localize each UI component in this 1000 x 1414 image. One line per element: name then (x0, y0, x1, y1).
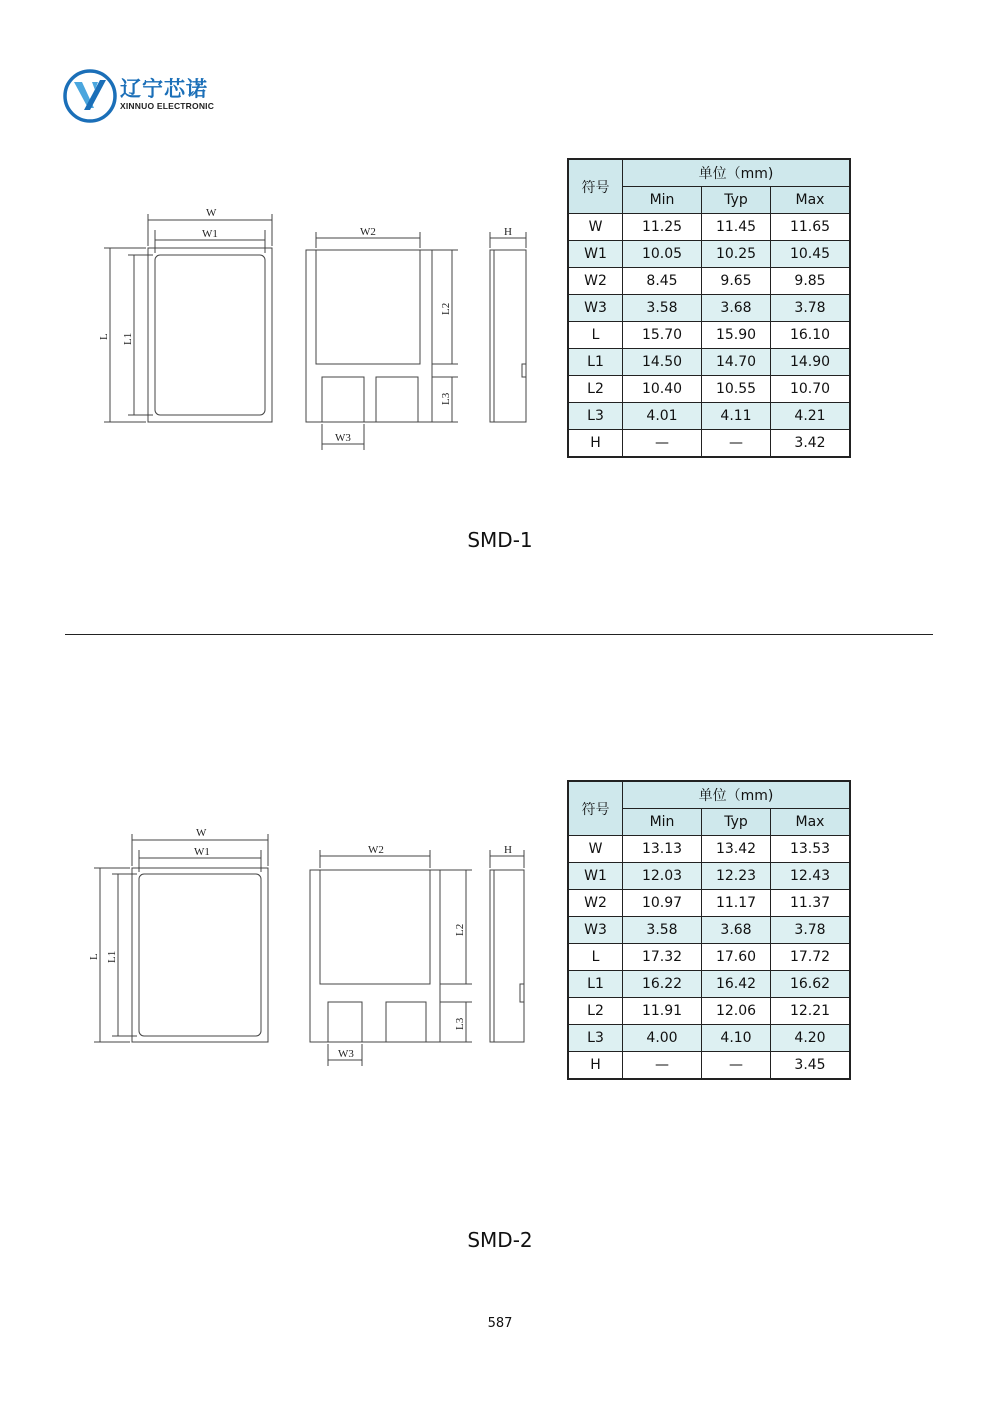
cell-max: 12.21 (771, 998, 851, 1025)
cell-max: 3.45 (771, 1052, 851, 1080)
header-symbol: 符号 (568, 159, 623, 214)
table-row (568, 890, 850, 917)
table-row (568, 349, 850, 376)
cell-max: 10.45 (771, 241, 851, 268)
cell-symbol: W (568, 836, 623, 863)
cell-max: 4.21 (771, 403, 851, 430)
dim-label-l1: L1 (122, 332, 134, 345)
smd1-window-outline (155, 255, 265, 415)
smd1-pad-left (322, 377, 364, 422)
table-row (568, 998, 850, 1025)
header-unit: 单位（mm) (623, 781, 851, 809)
smd2-large-pad (320, 870, 430, 984)
smd1-dimension-table (567, 158, 851, 458)
smd2-pad-right (386, 1002, 426, 1042)
dim-label-l2: L2 (440, 302, 452, 315)
cell-max: 10.70 (771, 376, 851, 403)
cell-min: 11.25 (623, 214, 702, 241)
table-row (568, 295, 850, 322)
cell-max: 12.43 (771, 863, 851, 890)
smd1-outline-drawing (90, 200, 550, 460)
header-min: Min (623, 187, 702, 214)
cell-max: 11.37 (771, 890, 851, 917)
cell-symbol: W (568, 214, 623, 241)
cell-min: 4.01 (623, 403, 702, 430)
cell-symbol: L (568, 944, 623, 971)
table-row (568, 430, 850, 458)
table-row (568, 214, 850, 241)
header-unit: 单位（mm) (623, 159, 851, 187)
cell-typ: 15.90 (702, 322, 771, 349)
cell-min: 10.97 (623, 890, 702, 917)
cell-typ: 10.55 (702, 376, 771, 403)
dim-label-l3: L3 (440, 392, 452, 405)
cell-typ: 14.70 (702, 349, 771, 376)
table-row (568, 268, 850, 295)
dim-label-w: W (196, 827, 207, 839)
dim-label-l3: L3 (454, 1017, 466, 1030)
smd2-body-outline (132, 868, 268, 1042)
cell-symbol: W3 (568, 295, 623, 322)
cell-max: 16.62 (771, 971, 851, 998)
cell-typ: 4.11 (702, 403, 771, 430)
dim-label-l: L (88, 953, 100, 960)
table-row (568, 322, 850, 349)
cell-symbol: W1 (568, 863, 623, 890)
cell-typ: 3.68 (702, 917, 771, 944)
header-max: Max (771, 187, 851, 214)
cell-max: 3.78 (771, 917, 851, 944)
cell-symbol: L1 (568, 971, 623, 998)
company-logo (62, 68, 262, 124)
cell-typ: 13.42 (702, 836, 771, 863)
dim-label-w3: W3 (338, 1048, 354, 1060)
cell-symbol: L1 (568, 349, 623, 376)
cell-typ: 3.68 (702, 295, 771, 322)
cell-max: 11.65 (771, 214, 851, 241)
xinnuo-logo-icon (62, 68, 118, 124)
table-row (568, 403, 850, 430)
cell-min: 13.13 (623, 836, 702, 863)
dim-label-h: H (504, 226, 512, 238)
smd2-dimension-table (567, 780, 851, 1080)
cell-min: 10.05 (623, 241, 702, 268)
header-typ: Typ (702, 187, 771, 214)
cell-max: 13.53 (771, 836, 851, 863)
table-row (568, 836, 850, 863)
table-row (568, 863, 850, 890)
cell-min: 14.50 (623, 349, 702, 376)
table-row (568, 1025, 850, 1052)
cell-symbol: L2 (568, 376, 623, 403)
cell-symbol: W2 (568, 890, 623, 917)
header-max: Max (771, 809, 851, 836)
section-caption-smd1: SMD-1 (467, 528, 533, 552)
header-min: Min (623, 809, 702, 836)
dim-label-h: H (504, 844, 512, 856)
cell-symbol: W3 (568, 917, 623, 944)
cell-symbol: L2 (568, 998, 623, 1025)
table-row (568, 241, 850, 268)
header-symbol: 符号 (568, 781, 623, 836)
dim-label-l: L (98, 333, 110, 340)
cell-min: — (623, 1052, 702, 1080)
smd2-pad-left (328, 1002, 362, 1042)
brand-name-cn: 辽宁芯诺 (120, 77, 208, 101)
section-divider (65, 634, 933, 635)
cell-typ: 11.17 (702, 890, 771, 917)
cell-max: 9.85 (771, 268, 851, 295)
cell-max: 3.42 (771, 430, 851, 458)
brand-name-en: XINNUO ELECTRONIC (120, 101, 215, 111)
cell-typ: 11.45 (702, 214, 771, 241)
cell-typ: 17.60 (702, 944, 771, 971)
cell-min: — (623, 430, 702, 458)
header-typ: Typ (702, 809, 771, 836)
cell-typ: 10.25 (702, 241, 771, 268)
cell-typ: — (702, 430, 771, 458)
table-row (568, 376, 850, 403)
cell-min: 12.03 (623, 863, 702, 890)
cell-symbol: L3 (568, 403, 623, 430)
cell-typ: 12.23 (702, 863, 771, 890)
cell-min: 3.58 (623, 295, 702, 322)
cell-symbol: H (568, 1052, 623, 1080)
cell-min: 17.32 (623, 944, 702, 971)
cell-typ: 9.65 (702, 268, 771, 295)
dim-label-w2: W2 (360, 226, 376, 238)
cell-max: 14.90 (771, 349, 851, 376)
smd1-body-outline (148, 248, 272, 422)
cell-symbol: W1 (568, 241, 623, 268)
smd1-bottom-body (306, 250, 432, 422)
cell-max: 3.78 (771, 295, 851, 322)
smd2-side-body (490, 870, 524, 1042)
cell-min: 8.45 (623, 268, 702, 295)
cell-typ: 4.10 (702, 1025, 771, 1052)
cell-min: 11.91 (623, 998, 702, 1025)
smd1-pad-right (376, 377, 418, 422)
dim-label-w: W (206, 207, 217, 219)
cell-max: 4.20 (771, 1025, 851, 1052)
cell-symbol: L3 (568, 1025, 623, 1052)
smd2-outline-drawing (90, 818, 550, 1078)
cell-typ: — (702, 1052, 771, 1080)
cell-symbol: H (568, 430, 623, 458)
cell-symbol: L (568, 322, 623, 349)
table-row (568, 917, 850, 944)
cell-min: 10.40 (623, 376, 702, 403)
dim-label-w2: W2 (368, 844, 384, 856)
cell-typ: 12.06 (702, 998, 771, 1025)
section-caption-smd2: SMD-2 (467, 1228, 533, 1252)
table-row (568, 1052, 850, 1080)
smd2-window-outline (139, 874, 261, 1036)
cell-min: 16.22 (623, 971, 702, 998)
table-row (568, 971, 850, 998)
cell-typ: 16.42 (702, 971, 771, 998)
smd1-side-body (490, 250, 526, 422)
cell-min: 4.00 (623, 1025, 702, 1052)
cell-max: 16.10 (771, 322, 851, 349)
dim-label-w3: W3 (335, 432, 351, 444)
smd2-bottom-body (310, 870, 440, 1042)
dim-label-l2: L2 (454, 923, 466, 936)
table-row (568, 944, 850, 971)
dim-label-w1: W1 (202, 228, 218, 240)
dim-label-l1: L1 (106, 950, 118, 963)
page-number: 587 (487, 1316, 513, 1331)
cell-min: 15.70 (623, 322, 702, 349)
smd1-large-pad (316, 250, 420, 364)
cell-max: 17.72 (771, 944, 851, 971)
cell-min: 3.58 (623, 917, 702, 944)
dim-label-w1: W1 (194, 846, 210, 858)
cell-symbol: W2 (568, 268, 623, 295)
